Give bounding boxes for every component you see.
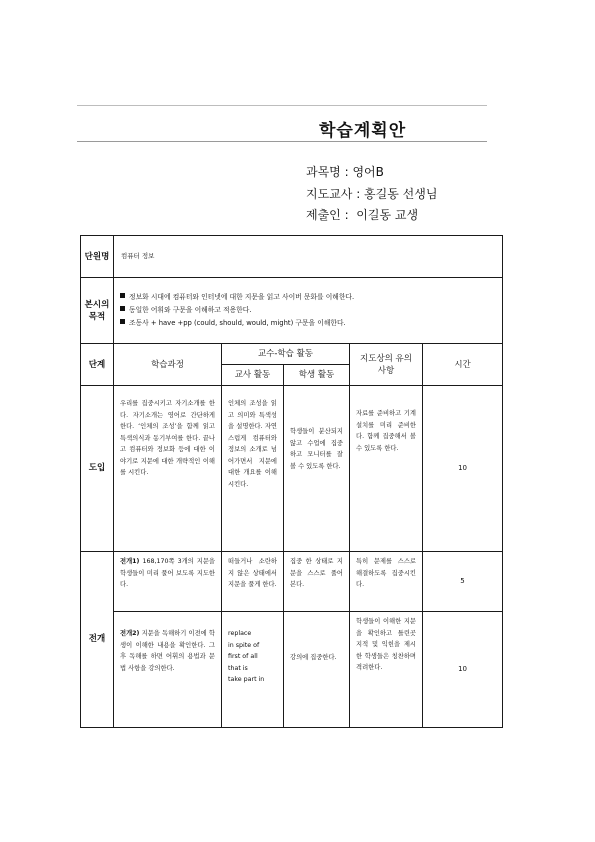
dev1-label: 전개1) [120, 558, 140, 565]
meta-subject-value: 영어B [352, 165, 384, 179]
dev1-process [114, 552, 222, 612]
header-row [81, 344, 503, 365]
dev1-student: 집중 한 상태로 지문을 스스로 풀어 본다. [284, 552, 350, 612]
dev2-row [81, 612, 503, 728]
title-underline [77, 141, 487, 142]
dev2-notes: 학생들이 이해한 지문을 확인하고 틀린곳 지적 및 익힌을 제시한 학생들은 칭찬하며 격려한다. [350, 612, 423, 728]
objective-label [81, 278, 114, 344]
unit-label: 단원명 [81, 236, 114, 278]
vocab-item: take part in [228, 676, 265, 683]
meta-subject [306, 163, 384, 180]
objective-row [81, 278, 503, 344]
header-notes [350, 344, 423, 386]
objective-label-line2: 목적 [88, 311, 106, 322]
objective-text: 동일한 어휘와 구문을 이해하고 적용한다. [129, 306, 252, 314]
vocab-item: in spite of [228, 641, 260, 649]
intro-row [81, 386, 503, 552]
stage-dev: 전개 [81, 552, 114, 728]
header-notes-line2: 사항 [377, 365, 395, 376]
meta-teacher [306, 185, 437, 202]
top-rule [77, 105, 487, 106]
bullet-square-icon [120, 293, 125, 298]
vocab-item: first of all [228, 653, 258, 660]
vocab-item: that is [228, 664, 248, 672]
objective-label-line1: 본시의 [84, 299, 110, 310]
dev2-process-text: 지문을 독해하기 이전에 학생이 이해한 내용을 확인한다. 그 후 독해를 하면 어휘의 용법과 문법 사항을 강의한다. [120, 630, 215, 672]
header-process: 학습과정 [114, 344, 222, 386]
dev2-student: 강의에 집중한다. [284, 612, 350, 728]
meta-teacher-sep: : [352, 187, 365, 201]
header-student: 학생 활동 [284, 365, 350, 386]
meta-submitter-value: 이길동 교생 [356, 208, 419, 222]
dev2-label: 전개2) [120, 630, 140, 637]
vocab-item: replace [228, 630, 252, 637]
dev2-teacher [222, 612, 284, 728]
dev1-time: 5 [423, 552, 503, 612]
stage-intro: 도입 [81, 386, 114, 552]
document-title: 학습계획안 [319, 121, 407, 141]
objective-item [120, 291, 496, 304]
dev1-process-text: 168,170쪽 3개의 지문을 학생들이 미리 풀어 보도록 지도한다. [120, 558, 215, 588]
dev1-teacher: 떠들거나 소란하지 않은 상태에서 지문을 풀게 한다. [222, 552, 284, 612]
meta-subject-sep: : [340, 165, 353, 179]
dev1-notes: 특히 문제를 스스로 해결하도록 집중시킨다. [350, 552, 423, 612]
objective-text: 정보화 시대에 컴퓨터와 인터넷에 대한 지문을 읽고 사이버 문화를 이해한다. [129, 293, 355, 301]
intro-teacher: 인체의 조성을 읽고 의미와 특색성을 설명한다. 자연스럽게 컴퓨터와 정보의 소개로 넘어가면서 지문에 대한 개요를 이해시킨다. [222, 386, 284, 552]
dev2-time: 10 [423, 612, 503, 728]
objective-item [120, 317, 496, 330]
lesson-plan-table [80, 235, 503, 728]
bullet-square-icon [120, 319, 125, 324]
header-teacher: 교사 활동 [222, 365, 284, 386]
intro-student: 학생들이 분산되지 않고 수업에 집중 하고 모니터를 잘 볼 수 있도록 한다. [284, 386, 350, 552]
meta-subject-key: 과목명 [306, 165, 341, 179]
title-block [77, 112, 487, 146]
intro-notes: 자료를 준비하고 기계 설치를 미리 준비한다. 함께 집중해서 볼 수 있도록 한다. [350, 386, 423, 552]
header-time: 시간 [423, 344, 503, 386]
objective-text: 조동사 + have +pp (could, should, would, might) 구문을 이해한다. [129, 319, 346, 327]
header-activity: 교수-학습 활동 [222, 344, 350, 365]
meta-submitter-key: 제출인 [306, 208, 341, 222]
objective-item [120, 304, 496, 317]
header-notes-line1: 지도상의 유의 [360, 353, 412, 364]
objective-list [114, 278, 503, 344]
intro-time: 10 [423, 386, 503, 552]
meta-teacher-key: 지도교사 [306, 187, 353, 201]
unit-value: 컴퓨터 정보 [114, 236, 503, 278]
meta-teacher-value: 홍길동 선생님 [364, 187, 438, 201]
bullet-square-icon [120, 306, 125, 311]
unit-row [81, 236, 503, 278]
meta-submitter-sep: : [340, 208, 357, 222]
dev2-process [114, 612, 222, 728]
intro-process: 우리를 집중시키고 자기소개를 한다. 자기소개는 영어로 간단하게 한다. ‘인체의 조성’을 함께 읽고 특색의식과 동기부여를 한다. 끝나고 컴퓨터와 정보화 등에 대한 이야기로 지문에 대한 개략적인 이해를 시킨다. [114, 386, 222, 552]
dev1-row [81, 552, 503, 612]
header-stage: 단계 [81, 344, 114, 386]
meta-submitter [306, 206, 418, 223]
